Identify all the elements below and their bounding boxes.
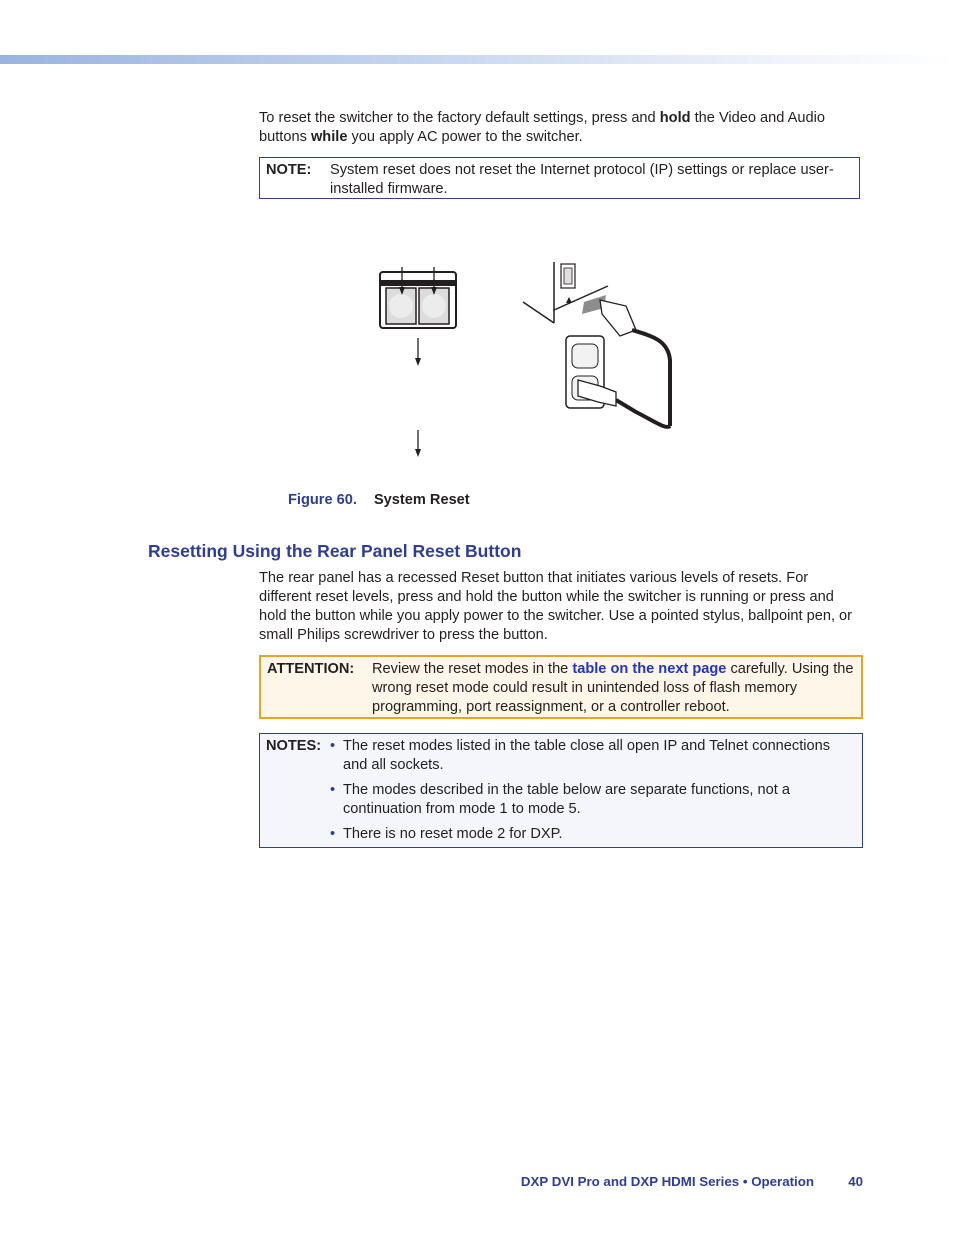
- attention-text: [372, 660, 857, 717]
- intro-text: To reset the switcher to the factory default settings, press and: [259, 110, 660, 126]
- note-item-text: The reset modes listed in the table close all open IP and Telnet connections and all sockets.: [343, 738, 831, 773]
- next-page-table-link[interactable]: table on the next page: [572, 661, 727, 677]
- notes-box: [259, 733, 863, 848]
- attention-text-part: carefully. Using the wrong reset mode could result in unintended loss of flash memory programming, port reassignment, or a controller reboot.: [372, 661, 854, 715]
- attention-box: [259, 655, 863, 719]
- list-item: [330, 781, 850, 819]
- note-text: System reset does not reset the Internet protocol (IP) settings or replace user-installed firmware.: [330, 162, 834, 197]
- bullet-icon: •: [330, 738, 336, 754]
- page-number: 40: [848, 1174, 863, 1189]
- note-item-text: There is no reset mode 2 for DXP.: [343, 826, 563, 842]
- intro-paragraph: [259, 109, 859, 147]
- attention-text-part: Review the reset modes in the: [372, 661, 573, 677]
- rear-panel-power-illustration: [523, 262, 670, 427]
- flow-arrow-icon: [415, 430, 421, 457]
- section-body: The rear panel has a recessed Reset button that initiates various levels of resets. For different reset levels, press and hold the button while the switcher is running or press and hold the button while you apply power to the switcher. Use a pointed stylus, ballpoint pen, or small Philips screwdriver to press the button.: [259, 570, 853, 643]
- intro-text: the Video and Audio buttons: [259, 110, 825, 145]
- section-heading: Resetting Using the Rear Panel Reset Button: [148, 541, 522, 561]
- figure-caption: [288, 491, 470, 509]
- header-band: [0, 55, 954, 64]
- note-label: NOTE:: [266, 162, 312, 178]
- bullet-icon: •: [330, 826, 336, 842]
- notes-label: NOTES:: [266, 738, 322, 754]
- figure-number: Figure 60.: [288, 492, 357, 508]
- notes-list: [330, 737, 850, 850]
- flow-arrow-icon: [415, 338, 421, 366]
- intro-bold-hold: hold: [659, 110, 691, 126]
- bullet-icon: •: [330, 782, 336, 798]
- system-reset-figure: [370, 250, 680, 460]
- attention-label: ATTENTION:: [267, 661, 355, 677]
- note-box: [259, 157, 860, 199]
- list-item: [330, 825, 850, 844]
- note-item-text: The modes described in the table below are separate functions, not a continuation from mode 1 to mode 5.: [343, 782, 791, 817]
- figure-title: System Reset: [373, 492, 470, 508]
- intro-bold-while: while: [310, 129, 348, 145]
- list-item: [330, 737, 850, 775]
- intro-text: you apply AC power to the switcher.: [347, 129, 583, 145]
- front-panel-buttons-illustration: [380, 267, 456, 328]
- footer-doc-title: DXP DVI Pro and DXP HDMI Series • Operation: [520, 1174, 814, 1189]
